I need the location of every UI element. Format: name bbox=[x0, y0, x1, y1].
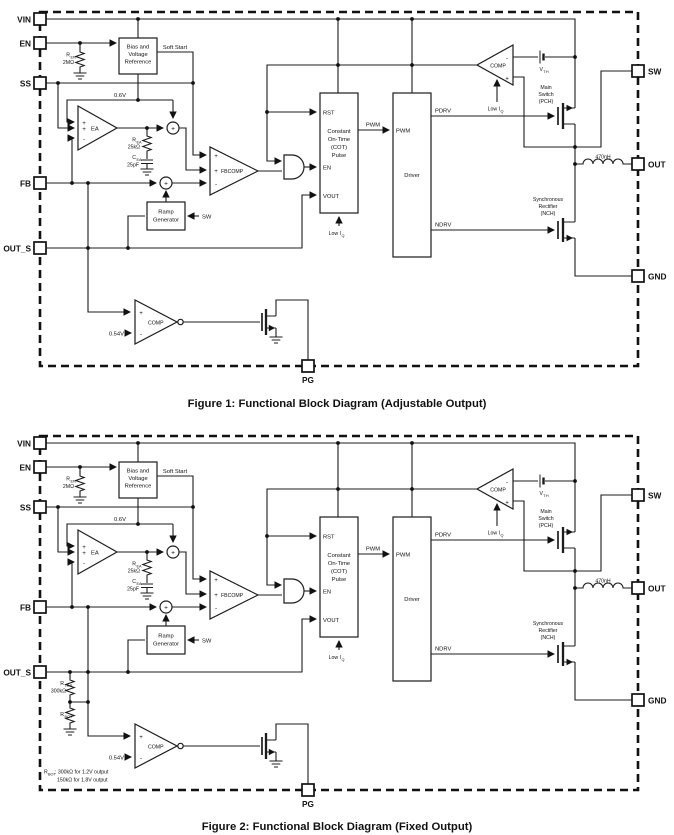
pg-comp-minus: - bbox=[139, 331, 143, 338]
note-line1-subscript: BOT bbox=[48, 772, 56, 777]
ea-plus1: + bbox=[82, 119, 86, 127]
r-top-subscript: TOP bbox=[64, 684, 73, 688]
main-switch-label-1: Main bbox=[540, 85, 552, 91]
pdrv-label: PDRV bbox=[435, 108, 452, 115]
vth-subscript: TH bbox=[543, 70, 549, 74]
soft-start-label: Soft Start bbox=[162, 45, 188, 51]
summing-junction-1 bbox=[167, 122, 179, 134]
cot-rst-label: RST bbox=[323, 110, 335, 117]
comp-top-minus: - bbox=[505, 55, 509, 62]
comp-low-iq-label: Low I bbox=[487, 106, 500, 113]
cot-low-iq-subscript: Q bbox=[341, 234, 345, 238]
comp-top-plus: + bbox=[505, 75, 509, 83]
r-en-value: 2MΩ bbox=[62, 60, 74, 66]
ea-minus: - bbox=[82, 135, 86, 143]
c-ea-subscript: EA bbox=[136, 158, 142, 162]
r-ea-value: 25kΩ bbox=[127, 144, 140, 151]
main-switch-labels bbox=[538, 85, 553, 105]
driver-label: Driver bbox=[404, 173, 420, 179]
sum2-plus: + bbox=[164, 180, 168, 188]
ramp-sw-input-label: SW bbox=[202, 214, 212, 221]
fbcomp-minus: - bbox=[214, 181, 218, 188]
pin-pg bbox=[302, 360, 314, 385]
sum1-plus: + bbox=[171, 125, 175, 133]
fbcomp-plus1: + bbox=[214, 153, 218, 160]
c-ea-symbol: C bbox=[132, 155, 136, 161]
r-top-symbol: R bbox=[60, 681, 64, 687]
cot-label-3: (COT) bbox=[330, 145, 348, 151]
fbcomp-label: FBCOMP bbox=[221, 169, 244, 175]
driver-block bbox=[393, 93, 431, 257]
pin-gnd bbox=[632, 270, 666, 282]
pin-pg-label: PG bbox=[302, 375, 314, 385]
fbcomp-plus2: + bbox=[214, 168, 218, 175]
pin-out-label: OUT bbox=[648, 159, 666, 170]
comp-top-label: COMP bbox=[490, 63, 506, 70]
main-switch-label-3: (PCH) bbox=[538, 99, 554, 105]
pin-en-label: EN bbox=[19, 38, 31, 49]
bias-label-3: Reference bbox=[124, 59, 152, 66]
figure1-caption: Figure 1: Functional Block Diagram (Adjustable Output) bbox=[187, 398, 487, 410]
sync-label-3: (NCH) bbox=[540, 211, 556, 217]
pin-sw-label: SW bbox=[648, 66, 662, 77]
note-line2-text: 150kΩ for 1.8V output bbox=[57, 777, 108, 784]
vref-label: 0.6V bbox=[114, 93, 126, 99]
ndrv-label: NDRV bbox=[435, 222, 452, 229]
r-bot-subscript: BOT bbox=[64, 715, 73, 719]
pin-gnd-label: GND bbox=[648, 271, 667, 282]
main-switch-label-2: Switch bbox=[538, 92, 554, 98]
r-ea-subscript: EA bbox=[136, 140, 142, 145]
ea-label: EA bbox=[91, 126, 99, 133]
figure2-caption: Figure 2: Functional Block Diagram (Fixed Output) bbox=[201, 821, 473, 833]
comp-low-iq-subscript: Q bbox=[500, 109, 504, 114]
pwm-wire-label: PWM bbox=[365, 122, 381, 129]
pin-out-s bbox=[3, 242, 46, 254]
pin-out bbox=[632, 158, 666, 170]
ramp-label-1: Ramp bbox=[158, 209, 174, 216]
sync-label-1: Synchronous bbox=[532, 197, 564, 203]
ramp-label-2: Generator bbox=[152, 217, 180, 224]
sync-label-2: Rectifier bbox=[538, 204, 558, 210]
c-ea-value: 25pF bbox=[127, 162, 139, 169]
vth-symbol: V bbox=[539, 67, 543, 73]
bias-label-2: Voltage bbox=[128, 52, 148, 58]
cot-label-2: On-Time bbox=[327, 137, 351, 143]
pin-out-s-label: OUT_S bbox=[3, 243, 31, 254]
pg-comp-plus: + bbox=[139, 310, 143, 317]
and-gate bbox=[284, 155, 304, 179]
ea-plus2: + bbox=[82, 125, 86, 133]
summing-junction-2 bbox=[160, 177, 172, 189]
cot-en-label: EN bbox=[323, 165, 332, 172]
inductor-value-label: 470nH bbox=[595, 154, 611, 161]
pg-threshold-label: 0.54V bbox=[108, 331, 124, 338]
pin-ss-label: SS bbox=[19, 78, 31, 89]
r-ea-symbol: R bbox=[132, 137, 136, 144]
pg-comp-label: COMP bbox=[148, 320, 164, 327]
note-line1-symbol: R bbox=[44, 769, 48, 776]
cot-vout-label: VOUT bbox=[323, 194, 340, 200]
driver-pwm-input-label: PWM bbox=[396, 128, 411, 135]
r-en-subscript: EN bbox=[70, 55, 76, 60]
r-top-value: 300kΩ bbox=[50, 688, 66, 695]
bias-voltage-reference-block bbox=[119, 38, 157, 74]
inverter-bubble bbox=[178, 319, 183, 324]
r-en-symbol: R bbox=[66, 52, 70, 59]
bias-label-1: Bias and bbox=[126, 44, 150, 51]
pin-fb-label: FB bbox=[19, 178, 31, 189]
r-bot-symbol: R bbox=[60, 712, 64, 718]
pin-vin-label: VIN bbox=[17, 14, 31, 25]
cot-label-1: Constant bbox=[327, 129, 351, 135]
cot-low-iq-label: Low I bbox=[328, 231, 341, 237]
note-line1-text: : 300kΩ for 1.2V output bbox=[55, 769, 109, 776]
cot-label-4: Pulse bbox=[331, 153, 347, 159]
